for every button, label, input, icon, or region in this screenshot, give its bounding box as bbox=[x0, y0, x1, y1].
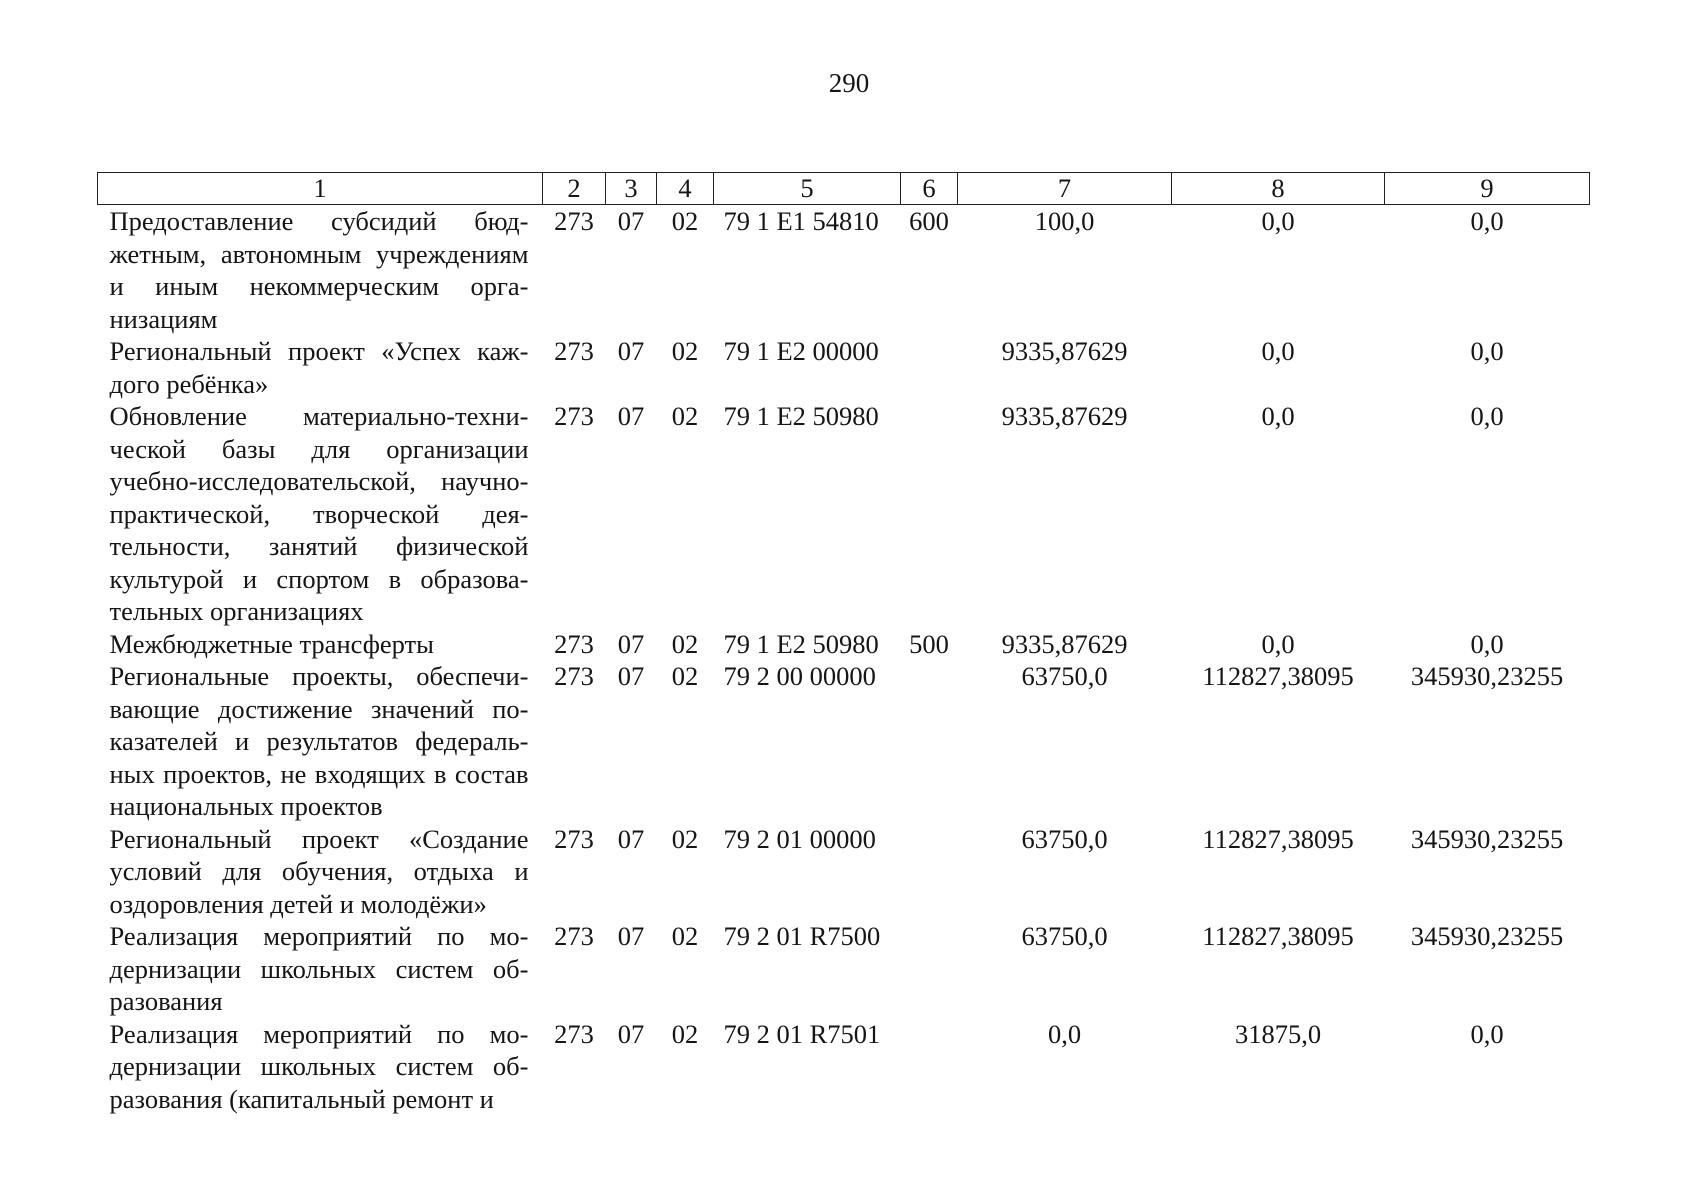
row-amount-1: 63750,0 bbox=[1021, 661, 1108, 691]
row-expense-type: 600 bbox=[909, 206, 949, 236]
row-admin-code: 273 bbox=[554, 401, 594, 431]
row-section: 07 bbox=[617, 206, 645, 236]
row-amount-1: 63750,0 bbox=[1021, 823, 1108, 854]
row-expense-type bbox=[901, 660, 958, 823]
row-amount-3: 0,0 bbox=[1470, 628, 1504, 659]
table-row bbox=[98, 335, 1590, 400]
table-row bbox=[98, 823, 1590, 921]
row-amount-2: 112827,38095 bbox=[1202, 921, 1354, 951]
table-row bbox=[98, 1018, 1590, 1116]
row-amount-2: 0,0 bbox=[1261, 206, 1295, 236]
row-amount-3: 0,0 bbox=[1470, 401, 1504, 431]
row-target-code: 79 1 E2 00000 bbox=[723, 336, 879, 366]
table-row bbox=[98, 660, 1590, 823]
row-amount-2: 31875,0 bbox=[1234, 1018, 1322, 1049]
column-header: 7 bbox=[958, 173, 1172, 205]
row-amount-1: 9335,87629 bbox=[1001, 401, 1128, 431]
column-header: 1 bbox=[98, 173, 543, 205]
row-target-code: 79 1 E2 50980 bbox=[723, 401, 879, 431]
row-name: Предоставление субсидий бюджетным, автономным учреждениям и иным некоммерческим организациям bbox=[109, 206, 529, 334]
row-target-code: 79 1 E2 50980 bbox=[723, 628, 879, 659]
row-expense-type bbox=[901, 823, 958, 921]
column-header: 8 bbox=[1172, 173, 1385, 205]
row-section: 07 bbox=[617, 336, 645, 366]
row-expense-type bbox=[901, 920, 958, 1018]
row-target-code: 79 2 00 00000 bbox=[723, 661, 876, 691]
row-amount-1: 100,0 bbox=[1034, 206, 1095, 236]
row-admin-code: 273 bbox=[554, 921, 594, 951]
row-amount-3: 0,0 bbox=[1470, 206, 1504, 236]
row-subsection: 02 bbox=[671, 1018, 699, 1049]
row-amount-2: 0,0 bbox=[1261, 401, 1295, 431]
column-header: 9 bbox=[1385, 173, 1590, 205]
row-expense-type bbox=[901, 335, 958, 400]
row-amount-3: 345930,23255 bbox=[1410, 921, 1564, 951]
row-subsection: 02 bbox=[671, 628, 699, 659]
row-expense-type bbox=[901, 400, 958, 628]
column-header: 4 bbox=[657, 173, 714, 205]
row-amount-1: 9335,87629 bbox=[1001, 336, 1128, 366]
column-header: 5 bbox=[714, 173, 901, 205]
table-row bbox=[98, 920, 1590, 1018]
column-header: 2 bbox=[543, 173, 606, 205]
row-name: Региональные проекты, обеспечивающие достижение значений показателей и результатов федеральных проектов, не входящих в состав национальных проектов bbox=[109, 661, 529, 821]
row-admin-code: 273 bbox=[554, 628, 594, 659]
row-name: Региональный проект «Создание условий для обучения, отдыха и оздоровления детей и молодёжи» bbox=[109, 823, 529, 919]
row-amount-3: 0,0 bbox=[1470, 1018, 1504, 1049]
row-amount-2: 112827,38095 bbox=[1202, 823, 1354, 854]
row-subsection: 02 bbox=[671, 401, 699, 431]
row-expense-type bbox=[901, 1018, 958, 1116]
row-name: Реализация мероприятий по модернизации школьных систем образования (капитальный ремонт и bbox=[109, 1018, 529, 1114]
row-amount-2: 0,0 bbox=[1261, 628, 1295, 659]
row-subsection: 02 bbox=[671, 921, 699, 951]
row-amount-1: 0,0 bbox=[1047, 1018, 1082, 1049]
column-header: 3 bbox=[606, 173, 657, 205]
row-section: 07 bbox=[617, 628, 645, 659]
table-header-row bbox=[98, 173, 1590, 205]
row-admin-code: 273 bbox=[554, 661, 594, 691]
row-expense-type: 500 bbox=[909, 628, 949, 659]
row-subsection: 02 bbox=[671, 206, 699, 236]
row-section: 07 bbox=[617, 921, 645, 951]
row-section: 07 bbox=[617, 823, 645, 854]
row-name: Обновление материально-технической базы для организации учебно-исследовательской, научно-практической, творческой деятельности, занятий физической культурой и спортом в образовательных организациях bbox=[109, 401, 529, 626]
row-admin-code: 273 bbox=[554, 823, 594, 854]
row-target-code: 79 1 E1 54810 bbox=[723, 206, 879, 236]
row-amount-1: 9335,87629 bbox=[1001, 628, 1128, 659]
page-number: 290 bbox=[828, 68, 870, 98]
row-subsection: 02 bbox=[671, 823, 699, 854]
row-amount-2: 112827,38095 bbox=[1202, 661, 1354, 691]
row-name: Реализация мероприятий по модернизации школьных систем образования bbox=[109, 921, 529, 1016]
table-row bbox=[98, 628, 1590, 661]
row-section: 07 bbox=[617, 661, 645, 691]
row-target-code: 79 2 01 00000 bbox=[723, 823, 876, 854]
row-section: 07 bbox=[617, 1018, 645, 1049]
row-amount-3: 345930,23255 bbox=[1410, 823, 1564, 854]
row-target-code: 79 2 01 R7501 bbox=[723, 1018, 881, 1049]
row-admin-code: 273 bbox=[554, 1018, 594, 1049]
row-amount-3: 345930,23255 bbox=[1410, 661, 1564, 691]
row-amount-3: 0,0 bbox=[1470, 336, 1504, 366]
row-admin-code: 273 bbox=[554, 206, 594, 236]
budget-table bbox=[97, 172, 1590, 1115]
row-subsection: 02 bbox=[671, 661, 699, 691]
row-subsection: 02 bbox=[671, 336, 699, 366]
row-name: Региональный проект «Успех каждого ребёнка» bbox=[109, 336, 529, 399]
table-row bbox=[98, 400, 1590, 628]
row-section: 07 bbox=[617, 401, 645, 431]
row-admin-code: 273 bbox=[554, 336, 594, 366]
column-header: 6 bbox=[901, 173, 958, 205]
row-name: Межбюджетные трансферты bbox=[109, 628, 434, 659]
table-row bbox=[98, 205, 1590, 336]
row-amount-2: 0,0 bbox=[1261, 336, 1295, 366]
row-amount-1: 63750,0 bbox=[1021, 921, 1108, 951]
row-target-code: 79 2 01 R7500 bbox=[723, 921, 881, 951]
